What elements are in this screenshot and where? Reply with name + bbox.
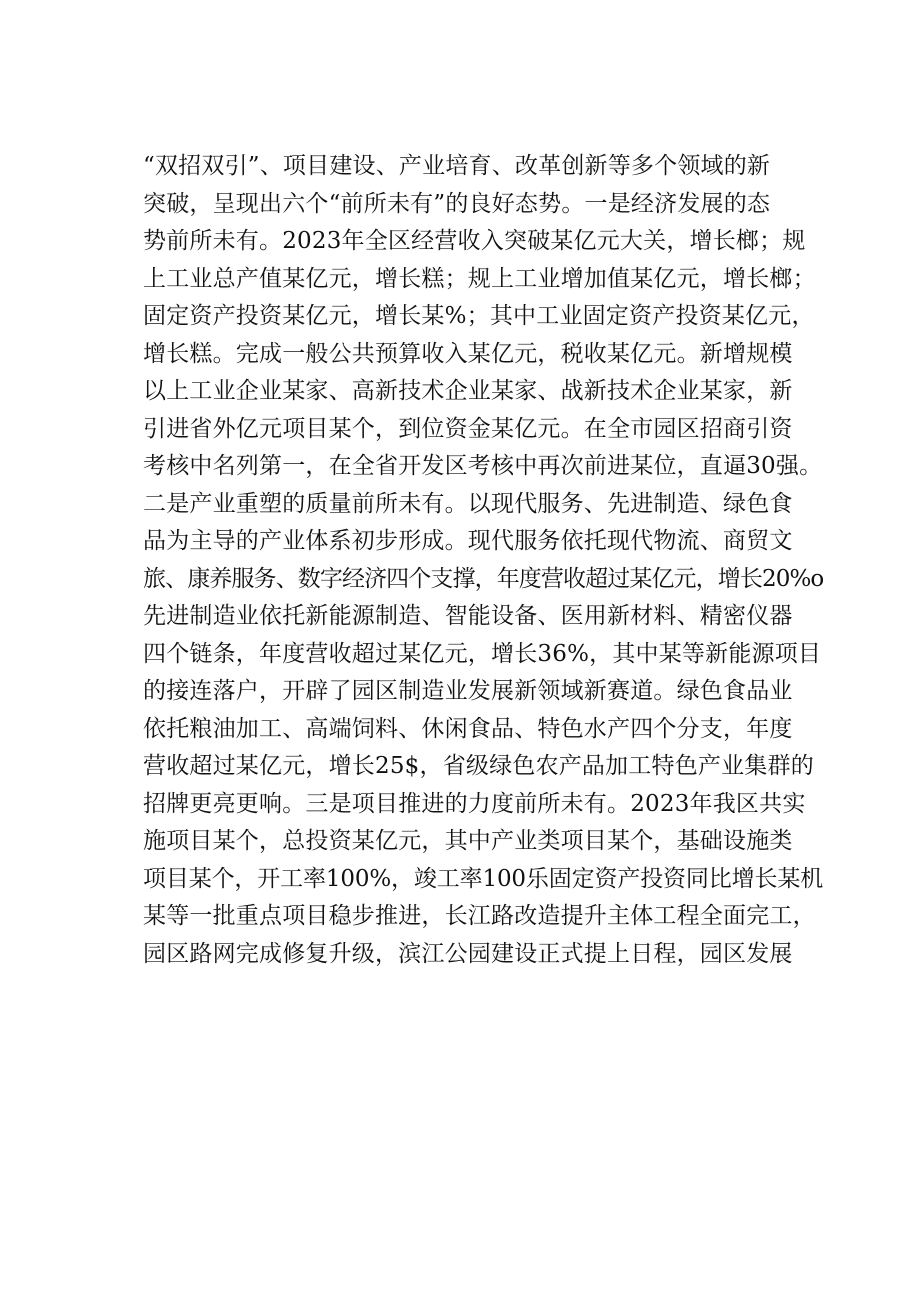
text-line-3: 势前所未有。2023年全区经营收入突破某亿元大关，增长榔；规: [143, 228, 806, 254]
text-line-6: 增长糕。完成一般公共预算收入某亿元，税收某亿元。新增规模: [143, 340, 793, 367]
text-line-13: 先进制造业依托新能源制造、智能设备、医用新材料、精密仪器: [143, 603, 793, 629]
text-line-21: 某等一批重点项目稳步推进，长江路改造提升主体工程全面完工，: [143, 903, 816, 929]
body-text: [143, 148, 823, 973]
text-line-1: “双招双引”、项目建设、产业培育、改革创新等多个领域的新: [143, 153, 771, 179]
text-line-4: 上工业总产值某亿元，增长糕；规上工业增加值某亿元，增长榔；: [143, 265, 816, 292]
text-line-8: 引进省外亿元项目某个，到位资金某亿元。在全市园区招商引资: [143, 415, 793, 442]
text-line-12: 旅、康养服务、数字经济四个支撑，年度营收超过某亿元，增长20%o: [143, 565, 824, 592]
text-line-9: 考核中名列第一，在全省开发区考核中再次前进某位，直逼30强。: [143, 453, 823, 479]
text-line-22: 园区路网完成修复升级，滨江公园建设正式提上日程，园区发展: [143, 940, 793, 967]
text-line-14: 四个链条，年度营收超过某亿元，增长36%，其中某等新能源项目: [143, 640, 822, 667]
text-line-15: 的接连落户，开辟了园区制造业发展新领域新赛道。绿色食品业: [143, 678, 793, 704]
text-line-5: 固定资产投资某亿元，增长某%；其中工业固定资产投资某亿元，: [143, 303, 815, 329]
text-line-2: 突破，呈现出六个“前所未有”的良好态势。一是经济发展的态: [143, 190, 771, 217]
text-line-17: 营收超过某亿元，增长25$，省级绿色农产品加工特色产业集群的: [143, 753, 814, 779]
text-line-16: 依托粮油加工、高端饲料、休闲食品、特色水产四个分支，年度: [143, 715, 793, 742]
text-line-11: 品为主导的产业体系初步形成。现代服务依托现代物流、商贸文: [143, 528, 793, 554]
text-line-20: 项目某个，开工率100%，竣工率100乐固定资产投资同比增长某机: [143, 865, 824, 892]
text-line-7: 以上工业企业某家、高新技术企业某家、战新技术企业某家，新: [143, 378, 793, 404]
text-line-19: 施项目某个，总投资某亿元，其中产业类项目某个，基础设施类: [143, 828, 793, 854]
text-line-18: 招牌更亮更响。三是项目推进的力度前所未有。2023年我区共实: [143, 790, 806, 817]
text-line-10: 二是产业重塑的质量前所未有。以现代服务、先进制造、绿色食: [143, 490, 793, 517]
